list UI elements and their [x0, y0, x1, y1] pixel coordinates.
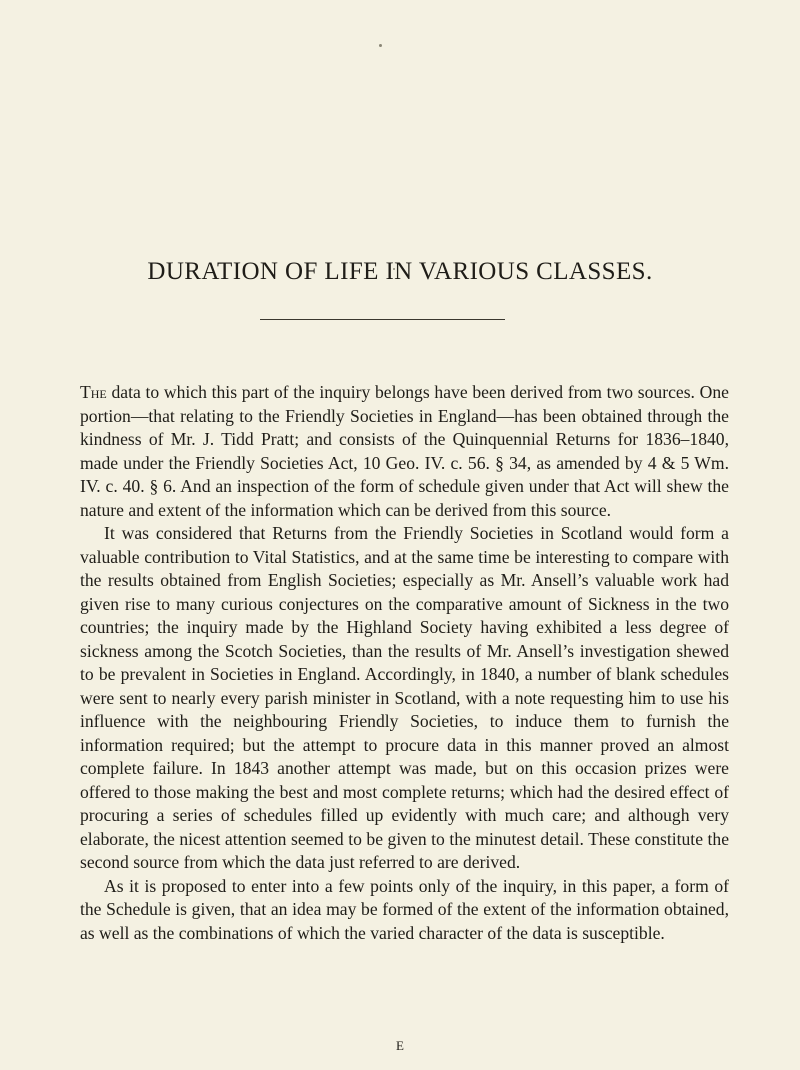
paragraph-1	[80, 381, 729, 522]
paper-speck	[379, 44, 382, 47]
paragraph-lead-word: The	[80, 382, 107, 402]
signature-mark: E	[396, 1038, 404, 1053]
body-text	[80, 381, 729, 945]
title-rule	[260, 319, 505, 320]
paragraph-2: It was considered that Returns from the Friendly Societies in Scotland would form a valuable contribution to Vital Statistics, and at the same time be interesting to compare with the results obtained from English Societies; especially as Mr. Ansell’s valuable work had given rise to many curious conjectures on the comparative amount of Sickness in the two countries; the inquiry made by the Highland Society having exhibited a less degree of sickness among the Scotch Societies, than the results of Mr. Ansell’s investigation shewed to be prevalent in Societies in England. Accordingly, in 1840, a number of blank schedules were sent to nearly every parish minister in Scotland, with a note requesting him to use his influence with the neighbouring Friendly Societies, to induce them to furnish the information required; but the attempt to procure data in this manner proved an almost complete failure. In 1843 another attempt was made, but on this occasion prizes were offered to those making the best and most complete returns; which had the desired effect of procuring a series of schedules filled up evidently with much care; and although very elaborate, the nicest attention seemed to be given to the minutest detail. These constitute the second source from which the data just referred to are derived.	[80, 523, 729, 872]
paragraph-1-text: data to which this part of the inquiry belongs have been derived from two sources. One portion—that relating to the Friendly Societies in England—has been obtained through the kindness of Mr. J. Tidd Pratt; and consists of the Quinquennial Returns for 1836–1840, made under the Friendly Societies Act, 10 Geo. IV. c. 56. § 34, as amended by 4 & 5 Wm. IV. c. 40. § 6. And an inspection of the form of schedule given under that Act will shew the nature and extent of the information which can be derived from this source.	[80, 382, 729, 520]
page-title: DURATION OF LIFE IN VARIOUS CLASSES.	[147, 258, 653, 285]
paragraph-3: As it is proposed to enter into a few points only of the inquiry, in this paper, a form of the Schedule is given, that an idea may be formed of the extent of the information obtained, as well as the combinations of which the varied character of the data is susceptible.	[80, 875, 729, 943]
